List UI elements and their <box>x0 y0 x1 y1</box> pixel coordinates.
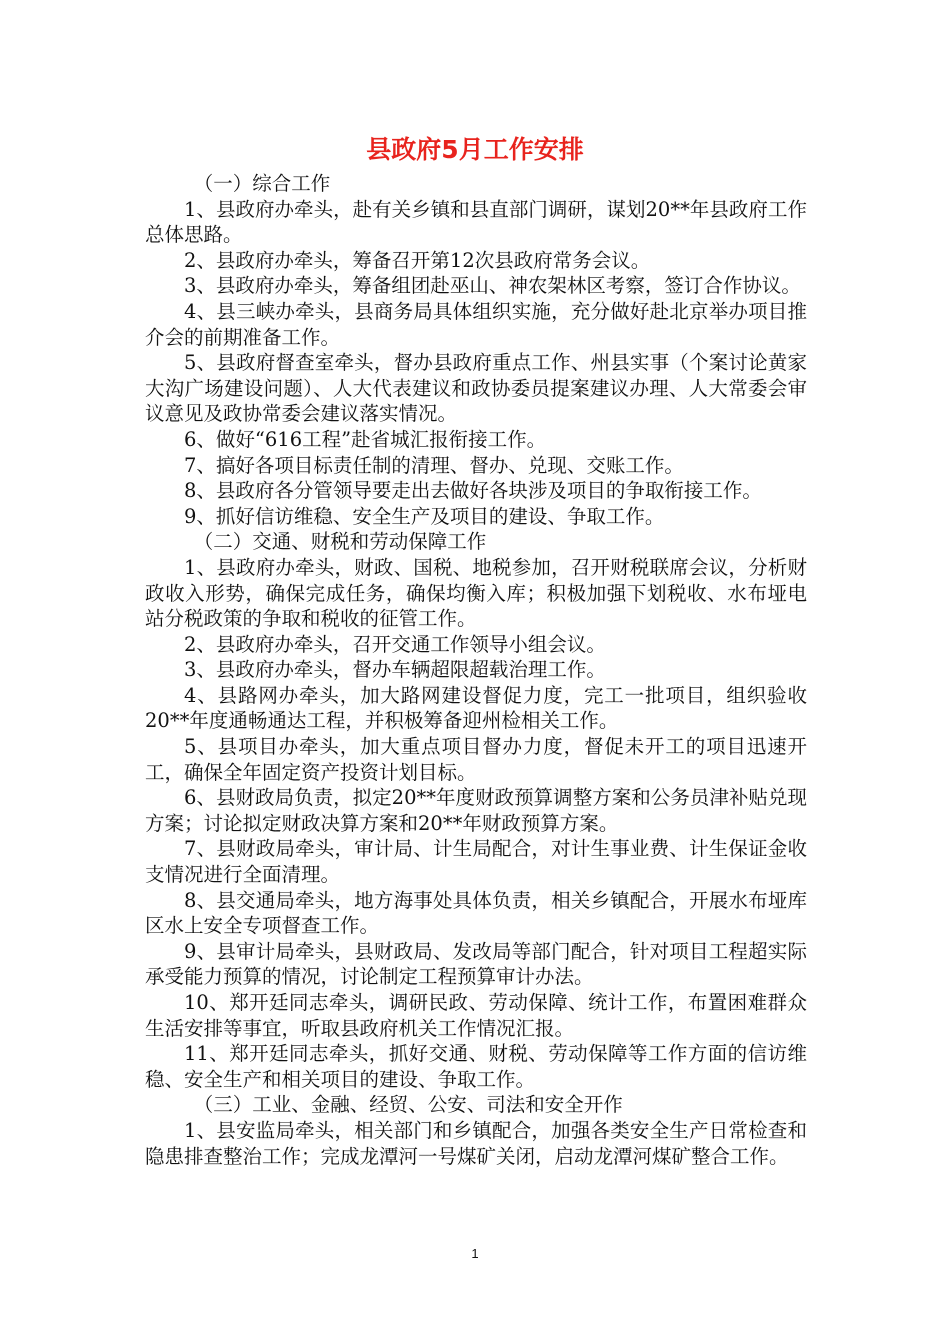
section-heading: （三）工业、金融、经贸、公安、司法和安全开作 <box>193 1093 623 1117</box>
list-item: 3、县政府办牵头，筹备组团赴巫山、神农架林区考察，签订合作协议。 <box>184 274 801 298</box>
page-number: 1 <box>471 1246 479 1261</box>
document-body <box>145 171 807 1169</box>
list-item: 5、县项目办牵头，加大重点项目督办力度，督促未开工的项目迅速开工，确保全年固定资产投资计划目标。 <box>145 735 807 784</box>
list-item: 6、做好“616工程”赴省城汇报衔接工作。 <box>184 427 547 451</box>
list-item: 10、郑开廷同志牵头，调研民政、劳动保障、统计工作，布置困难群众生活安排等事宜，听取县政府机关工作情况汇报。 <box>145 991 807 1040</box>
list-item: 5、县政府督查室牵头，督办县政府重点工作、州县实事（个案讨论黄家大沟广场建设问题）、人大代表建议和政协委员提案建议办理、人大常委会审议意见及政协常委会建议落实情况。 <box>145 351 807 426</box>
list-item: 1、县政府办牵头，财政、国税、地税参加，召开财税联席会议，分析财政收入形势，确保完成任务，确保均衡入库；积极加强下划税收、水布垭电站分税政策的争取和税收的征管工作。 <box>145 555 807 631</box>
list-item: 1、县政府办牵头，赴有关乡镇和县直部门调研，谋划20**年县政府工作总体思路。 <box>145 197 807 247</box>
document-title: 县政府5月工作安排 <box>366 135 584 164</box>
list-item: 9、县审计局牵头，县财政局、发改局等部门配合，针对项目工程超实际承受能力预算的情况，讨论制定工程预算审计办法。 <box>145 939 807 989</box>
list-item: 4、县三峡办牵头，县商务局具体组织实施，充分做好赴北京举办项目推介会的前期准备工作。 <box>145 299 807 349</box>
list-item: 8、县政府各分管领导要走出去做好各块涉及项目的争取衔接工作。 <box>184 479 762 503</box>
list-item: 6、县财政局负责，拟定20**年度财政预算调整方案和公务员津补贴兑现方案；讨论拟定财政决算方案和20**年财政预算方案。 <box>145 786 807 835</box>
list-item: 2、县政府办牵头，召开交通工作领导小组会议。 <box>184 632 606 656</box>
section-heading: （一）综合工作 <box>193 172 331 195</box>
list-item: 4、县路网办牵头，加大路网建设督促力度，完工一批项目，组织验收20**年度通畅通达工程，并积极筹备迎州检相关工作。 <box>145 683 807 733</box>
section-heading: （二）交通、财税和劳动保障工作 <box>193 530 487 554</box>
list-item: 2、县政府办牵头，筹备召开第12次县政府常务会议。 <box>184 248 651 272</box>
list-item: 7、县财政局牵头，审计局、计生局配合，对计生事业费、计生保证金收支情况进行全面清理。 <box>145 837 807 887</box>
list-item: 1、县安监局牵头，相关部门和乡镇配合，加强各类安全生产日常检查和隐患排查整治工作；完成龙潭河一号煤矿关闭，启动龙潭河煤矿整合工作。 <box>145 1118 807 1168</box>
list-item: 9、抓好信访维稳、安全生产及项目的建设、争取工作。 <box>184 504 665 528</box>
list-item: 3、县政府办牵头，督办车辆超限超载治理工作。 <box>184 658 606 682</box>
list-item: 8、县交通局牵头，地方海事处具体负责，相关乡镇配合，开展水布垭库区水上安全专项督查工作。 <box>145 888 807 938</box>
list-item: 11、郑开廷同志牵头，抓好交通、财税、劳动保障等工作方面的信访维稳、安全生产和相关项目的建设、争取工作。 <box>145 1042 807 1091</box>
list-item: 7、搞好各项目标责任制的清理、督办、兑现、交账工作。 <box>184 453 684 477</box>
